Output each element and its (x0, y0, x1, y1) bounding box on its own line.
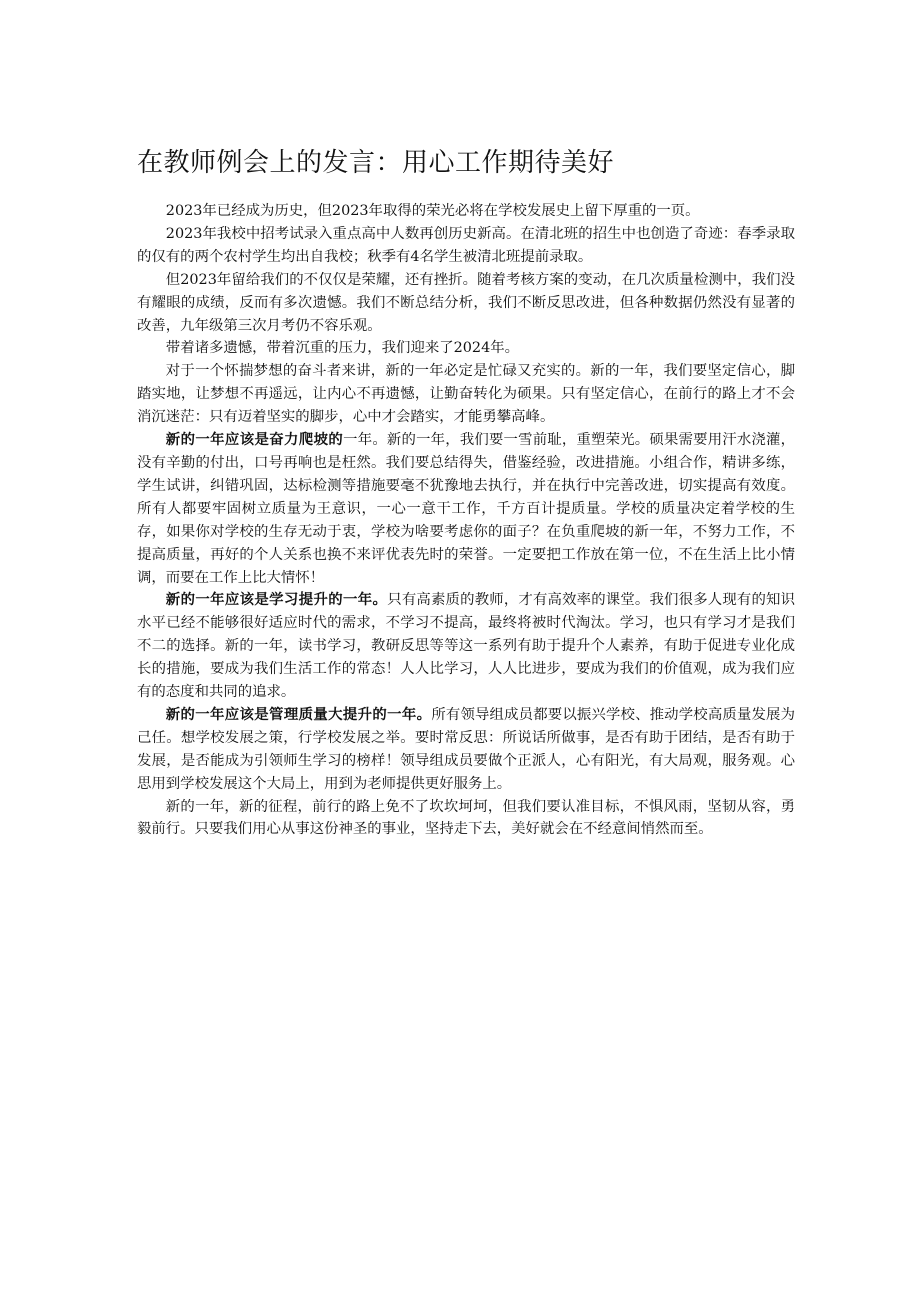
paragraph-text: 只有高素质的教师，才有高效率的课堂。我们很多人现有的知识水平已经不能够很好适应时代的需求，不学习不提高，最终将被时代淘汰。学习，也只有学习才是我们不二的选择。新的一年，读书学习，教研反思等等这一系列有助于提升个人素养，有助于促进专业化成长的措施，要成为我们生活工作的常态！人人比学习，人人比进步，要成为我们的价值观，成为我们应有的态度和共同的追求。 (137, 592, 795, 701)
paragraph (137, 429, 795, 589)
document-title: 在教师例会上的发言：用心工作期待美好 (137, 148, 615, 178)
paragraph (137, 223, 795, 269)
paragraph-text: 所有领导组成员都要以振兴学校、推动学校高质量发展为己任。想学校发展之策，行学校发展之举。要时常反思：所说话所做事，是否有助于团结，是否有助于发展，是否能成为引领师生学习的榜样！领导组成员要做个正派人，心有阳光，有大局观，服务观。心思用到学校发展这个大局上，用到为老师提供更好服务上。 (137, 706, 795, 792)
paragraph-lead-heading: 新的一年应该是管理质量大提升的一年。 (165, 706, 432, 723)
paragraph-text: 新的一年，新的征程，前行的路上免不了坎坎坷坷，但我们要认准目标，不惧风雨，坚韧从容，勇毅前行。只要我们用心从事这份神圣的事业，坚持走下去，美好就会在不经意间悄然而至。 (137, 798, 795, 838)
paragraph (137, 337, 795, 360)
paragraph-text: 带着诸多遗憾，带着沉重的压力，我们迎来了2024年。 (165, 340, 520, 357)
paragraph-text: 对于一个怀揣梦想的奋斗者来讲，新的一年必定是忙碌又充实的。新的一年，我们要坚定信心，脚踏实地，让梦想不再遥远，让内心不再遗憾，让勤奋转化为硕果。只有坚定信心，在前行的路上才不会消沉迷茫：只有迈着坚实的脚步，心中才会踏实，才能勇攀高峰。 (137, 363, 795, 426)
paragraph (137, 589, 795, 704)
paragraph-lead-heading: 新的一年应该是奋力爬坡的 (165, 432, 344, 449)
paragraph (137, 704, 795, 796)
paragraph-lead-heading: 新的一年应该是学习提升的一年。 (165, 592, 388, 609)
paragraph (137, 796, 795, 842)
paragraph (137, 269, 795, 338)
paragraph-text: 2023年我校中招考试录入重点高中人数再创历史新高。在清北班的招生中也创造了奇迹：春季录取的仅有的两个农村学生均出自我校；秋季有4名学生被清北班提前录取。 (137, 225, 795, 265)
paragraph-text: 但2023年留给我们的不仅仅是荣耀，还有挫折。随着考核方案的变动，在几次质量检测中，我们没有耀眼的成绩，反而有多次遗憾。我们不断总结分析，我们不断反思改进，但各种数据仍然没有显著的改善，九年级第三次月考仍不容乐观。 (137, 271, 795, 334)
paragraph (137, 200, 795, 223)
paragraph-text: 2023年已经成为历史，但2023年取得的荣光必将在学校发展史上留下厚重的一页。 (165, 203, 700, 219)
paragraph-text: 一年。新的一年，我们要一雪前耻，重塑荣光。硕果需要用汗水浇灌，没有辛勤的付出，口号再响也是枉然。我们要总结得失，借鉴经验，改进措施。小组合作，精讲多练，学生试讲，纠错巩固，达标检测等措施要毫不犹豫地去执行，并在执行中完善改进，切实提高有效度。所有人都要牢固树立质量为王意识，一心一意干工作，千方百计提质量。学校的质量决定着学校的生存，如果你对学校的生存无动于衷，学校为啥要考虑你的面子？在负重爬坡的新一年，不努力工作，不提高质量，再好的个人关系也换不来评优表先时的荣誉。一定要把工作放在第一位，不在生活上比小情调，而要在工作上比大情怀！ (137, 432, 795, 586)
document-body (137, 200, 795, 841)
paragraph (137, 360, 795, 429)
